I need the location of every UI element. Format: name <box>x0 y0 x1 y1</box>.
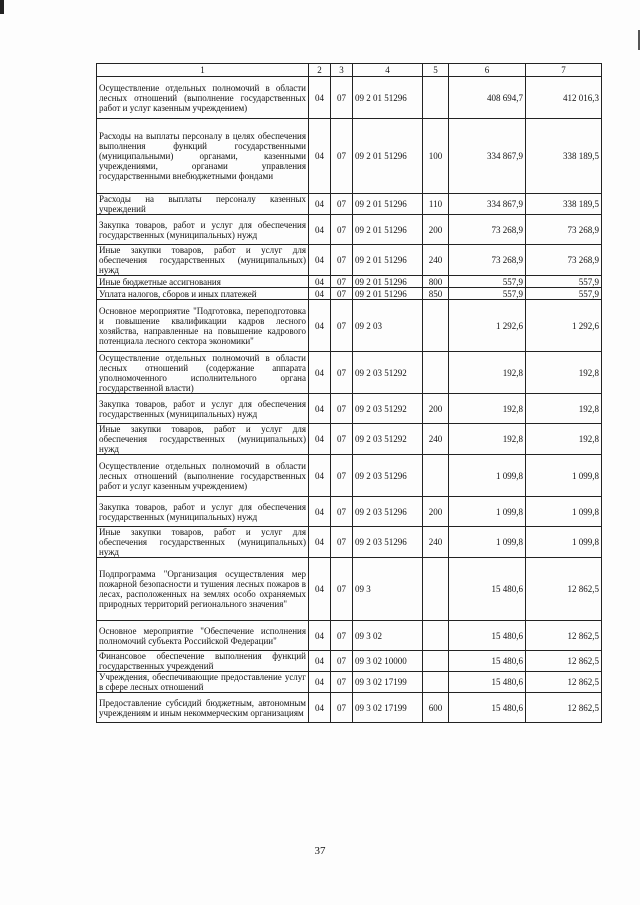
expense-type-cell: 850 <box>423 288 449 300</box>
section-code-cell: 04 <box>309 497 331 527</box>
row-name-cell: Осуществление отдельных полномочий в области лесных отношений (выполнение государственных работ и услуг казенным учреждением) <box>97 77 309 119</box>
amount-year2-cell: 557,9 <box>526 288 602 300</box>
amount-year2-cell: 192,8 <box>526 352 602 394</box>
amount-year1-cell: 557,9 <box>449 288 526 300</box>
target-article-cell: 09 2 01 51296 <box>353 194 423 215</box>
subsection-code-cell: 07 <box>331 558 353 621</box>
amount-year1-cell: 1 099,8 <box>449 497 526 527</box>
row-name-cell: Осуществление отдельных полномочий в области лесных отношений (содержание аппарата уполномоченного исполнительного органа государственной власти) <box>97 352 309 394</box>
section-code-cell: 04 <box>309 288 331 300</box>
target-article-cell: 09 3 02 10000 <box>353 651 423 672</box>
row-name-cell: Основное мероприятие "Обеспечение исполнения полномочий субъекта Российской Федерации" <box>97 621 309 651</box>
target-article-cell: 09 3 02 17199 <box>353 693 423 723</box>
expense-type-cell <box>423 558 449 621</box>
expense-type-cell: 200 <box>423 215 449 245</box>
row-name-cell: Закупка товаров, работ и услуг для обеспечения государственных (муниципальных) нужд <box>97 497 309 527</box>
row-name-cell: Иные бюджетные ассигнования <box>97 276 309 288</box>
subsection-code-cell: 07 <box>331 194 353 215</box>
row-name-cell: Уплата налогов, сборов и иных платежей <box>97 288 309 300</box>
subsection-code-cell: 07 <box>331 693 353 723</box>
table-row <box>97 276 602 288</box>
subsection-code-cell: 07 <box>331 621 353 651</box>
amount-year2-cell: 192,8 <box>526 394 602 424</box>
amount-year2-cell: 557,9 <box>526 276 602 288</box>
subsection-code-cell: 07 <box>331 276 353 288</box>
table-row <box>97 527 602 558</box>
amount-year1-cell: 192,8 <box>449 352 526 394</box>
row-name-cell: Учреждения, обеспечивающие предоставление услуг в сфере лесных отношений <box>97 672 309 693</box>
amount-year2-cell: 1 099,8 <box>526 455 602 497</box>
row-name-cell: Предоставление субсидий бюджетным, автономным учреждениям и иным некоммерческим организациям <box>97 693 309 723</box>
table-row <box>97 288 602 300</box>
section-code-cell: 04 <box>309 651 331 672</box>
target-article-cell: 09 2 01 51296 <box>353 276 423 288</box>
amount-year1-cell: 1 099,8 <box>449 527 526 558</box>
table-row <box>97 672 602 693</box>
expense-type-cell <box>423 77 449 119</box>
target-article-cell: 09 2 01 51296 <box>353 119 423 194</box>
target-article-cell: 09 2 03 51296 <box>353 527 423 558</box>
column-header: 4 <box>353 64 423 77</box>
subsection-code-cell: 07 <box>331 455 353 497</box>
row-name-cell: Подпрограмма "Организация осуществления мер пожарной безопасности и тушения лесных пожаров в лесах, расположенных на землях особо охраняемых природных территорий регионального значения" <box>97 558 309 621</box>
row-name-cell: Основное мероприятие "Подготовка, переподготовка и повышение квалификации кадров лесного хозяйства, направленные на повышение кадрового потенциала лесного сектора экономики" <box>97 300 309 352</box>
expense-type-cell <box>423 352 449 394</box>
section-code-cell: 04 <box>309 394 331 424</box>
subsection-code-cell: 07 <box>331 527 353 558</box>
amount-year2-cell: 12 862,5 <box>526 651 602 672</box>
table-row <box>97 693 602 723</box>
section-code-cell: 04 <box>309 352 331 394</box>
amount-year1-cell: 15 480,6 <box>449 672 526 693</box>
table-row <box>97 194 602 215</box>
column-header: 2 <box>309 64 331 77</box>
row-name-cell: Расходы на выплаты персоналу в целях обеспечения выполнения функций государственными (муниципальными) органами, казенными учреждениями, органами управления государственными внебюджетными фондами <box>97 119 309 194</box>
target-article-cell: 09 3 02 17199 <box>353 672 423 693</box>
section-code-cell: 04 <box>309 194 331 215</box>
amount-year1-cell: 1 292,6 <box>449 300 526 352</box>
table-row <box>97 497 602 527</box>
table-row <box>97 215 602 245</box>
amount-year2-cell: 192,8 <box>526 424 602 455</box>
amount-year2-cell: 12 862,5 <box>526 693 602 723</box>
table-header-row <box>97 64 602 77</box>
amount-year1-cell: 73 268,9 <box>449 215 526 245</box>
section-code-cell: 04 <box>309 245 331 276</box>
subsection-code-cell: 07 <box>331 497 353 527</box>
table-row <box>97 455 602 497</box>
target-article-cell: 09 2 03 51292 <box>353 352 423 394</box>
expense-type-cell <box>423 672 449 693</box>
column-header: 7 <box>526 64 602 77</box>
column-header: 3 <box>331 64 353 77</box>
target-article-cell: 09 2 03 51296 <box>353 455 423 497</box>
subsection-code-cell: 07 <box>331 394 353 424</box>
table-row <box>97 621 602 651</box>
expense-type-cell <box>423 300 449 352</box>
amount-year2-cell: 73 268,9 <box>526 245 602 276</box>
amount-year2-cell: 1 099,8 <box>526 497 602 527</box>
amount-year1-cell: 192,8 <box>449 394 526 424</box>
section-code-cell: 04 <box>309 455 331 497</box>
amount-year1-cell: 192,8 <box>449 424 526 455</box>
subsection-code-cell: 07 <box>331 119 353 194</box>
expense-type-cell: 800 <box>423 276 449 288</box>
amount-year2-cell: 73 268,9 <box>526 215 602 245</box>
amount-year2-cell: 1 099,8 <box>526 527 602 558</box>
section-code-cell: 04 <box>309 215 331 245</box>
table-row <box>97 558 602 621</box>
budget-table <box>96 63 602 723</box>
section-code-cell: 04 <box>309 558 331 621</box>
target-article-cell: 09 3 02 <box>353 621 423 651</box>
subsection-code-cell: 07 <box>331 245 353 276</box>
section-code-cell: 04 <box>309 77 331 119</box>
expense-type-cell: 200 <box>423 497 449 527</box>
amount-year2-cell: 338 189,5 <box>526 194 602 215</box>
amount-year1-cell: 408 694,7 <box>449 77 526 119</box>
page-number: 37 <box>314 845 326 857</box>
amount-year1-cell: 15 480,6 <box>449 558 526 621</box>
expense-type-cell <box>423 621 449 651</box>
table-row <box>97 394 602 424</box>
column-header: 1 <box>97 64 309 77</box>
expense-type-cell: 110 <box>423 194 449 215</box>
amount-year2-cell: 412 016,3 <box>526 77 602 119</box>
amount-year1-cell: 15 480,6 <box>449 651 526 672</box>
subsection-code-cell: 07 <box>331 300 353 352</box>
section-code-cell: 04 <box>309 424 331 455</box>
row-name-cell: Иные закупки товаров, работ и услуг для обеспечения государственных (муниципальных) нужд <box>97 527 309 558</box>
table-row <box>97 119 602 194</box>
expense-type-cell: 240 <box>423 527 449 558</box>
scan-edge-mark <box>0 0 4 14</box>
table-row <box>97 352 602 394</box>
section-code-cell: 04 <box>309 527 331 558</box>
expense-type-cell: 200 <box>423 394 449 424</box>
subsection-code-cell: 07 <box>331 352 353 394</box>
column-header: 5 <box>423 64 449 77</box>
row-name-cell: Иные закупки товаров, работ и услуг для обеспечения государственных (муниципальных) нужд <box>97 424 309 455</box>
subsection-code-cell: 07 <box>331 672 353 693</box>
target-article-cell: 09 2 03 51296 <box>353 497 423 527</box>
target-article-cell: 09 2 03 <box>353 300 423 352</box>
section-code-cell: 04 <box>309 119 331 194</box>
subsection-code-cell: 07 <box>331 424 353 455</box>
section-code-cell: 04 <box>309 621 331 651</box>
expense-type-cell: 240 <box>423 245 449 276</box>
section-code-cell: 04 <box>309 672 331 693</box>
row-name-cell: Закупка товаров, работ и услуг для обеспечения государственных (муниципальных) нужд <box>97 215 309 245</box>
amount-year1-cell: 334 867,9 <box>449 119 526 194</box>
amount-year1-cell: 15 480,6 <box>449 693 526 723</box>
table-row <box>97 424 602 455</box>
target-article-cell: 09 2 01 51296 <box>353 215 423 245</box>
amount-year1-cell: 1 099,8 <box>449 455 526 497</box>
amount-year2-cell: 12 862,5 <box>526 558 602 621</box>
expense-type-cell: 600 <box>423 693 449 723</box>
subsection-code-cell: 07 <box>331 77 353 119</box>
amount-year2-cell: 12 862,5 <box>526 621 602 651</box>
target-article-cell: 09 3 <box>353 558 423 621</box>
amount-year1-cell: 557,9 <box>449 276 526 288</box>
target-article-cell: 09 2 03 51292 <box>353 394 423 424</box>
expense-type-cell: 100 <box>423 119 449 194</box>
row-name-cell: Осуществление отдельных полномочий в области лесных отношений (выполнение государственных работ и услуг казенным учреждением) <box>97 455 309 497</box>
amount-year2-cell: 338 189,5 <box>526 119 602 194</box>
column-header: 6 <box>449 64 526 77</box>
subsection-code-cell: 07 <box>331 215 353 245</box>
row-name-cell: Финансовое обеспечение выполнения функций государственных учреждений <box>97 651 309 672</box>
target-article-cell: 09 2 03 51292 <box>353 424 423 455</box>
section-code-cell: 04 <box>309 693 331 723</box>
expense-type-cell: 240 <box>423 424 449 455</box>
subsection-code-cell: 07 <box>331 288 353 300</box>
expense-type-cell <box>423 651 449 672</box>
row-name-cell: Иные закупки товаров, работ и услуг для обеспечения государственных (муниципальных) нужд <box>97 245 309 276</box>
target-article-cell: 09 2 01 51296 <box>353 77 423 119</box>
target-article-cell: 09 2 01 51296 <box>353 245 423 276</box>
row-name-cell: Расходы на выплаты персоналу казенных учреждений <box>97 194 309 215</box>
section-code-cell: 04 <box>309 300 331 352</box>
amount-year2-cell: 12 862,5 <box>526 672 602 693</box>
table-row <box>97 300 602 352</box>
amount-year1-cell: 15 480,6 <box>449 621 526 651</box>
table-row <box>97 245 602 276</box>
table-row <box>97 77 602 119</box>
amount-year2-cell: 1 292,6 <box>526 300 602 352</box>
row-name-cell: Закупка товаров, работ и услуг для обеспечения государственных (муниципальных) нужд <box>97 394 309 424</box>
subsection-code-cell: 07 <box>331 651 353 672</box>
table-row <box>97 651 602 672</box>
amount-year1-cell: 334 867,9 <box>449 194 526 215</box>
expense-type-cell <box>423 455 449 497</box>
amount-year1-cell: 73 268,9 <box>449 245 526 276</box>
target-article-cell: 09 2 01 51296 <box>353 288 423 300</box>
section-code-cell: 04 <box>309 276 331 288</box>
